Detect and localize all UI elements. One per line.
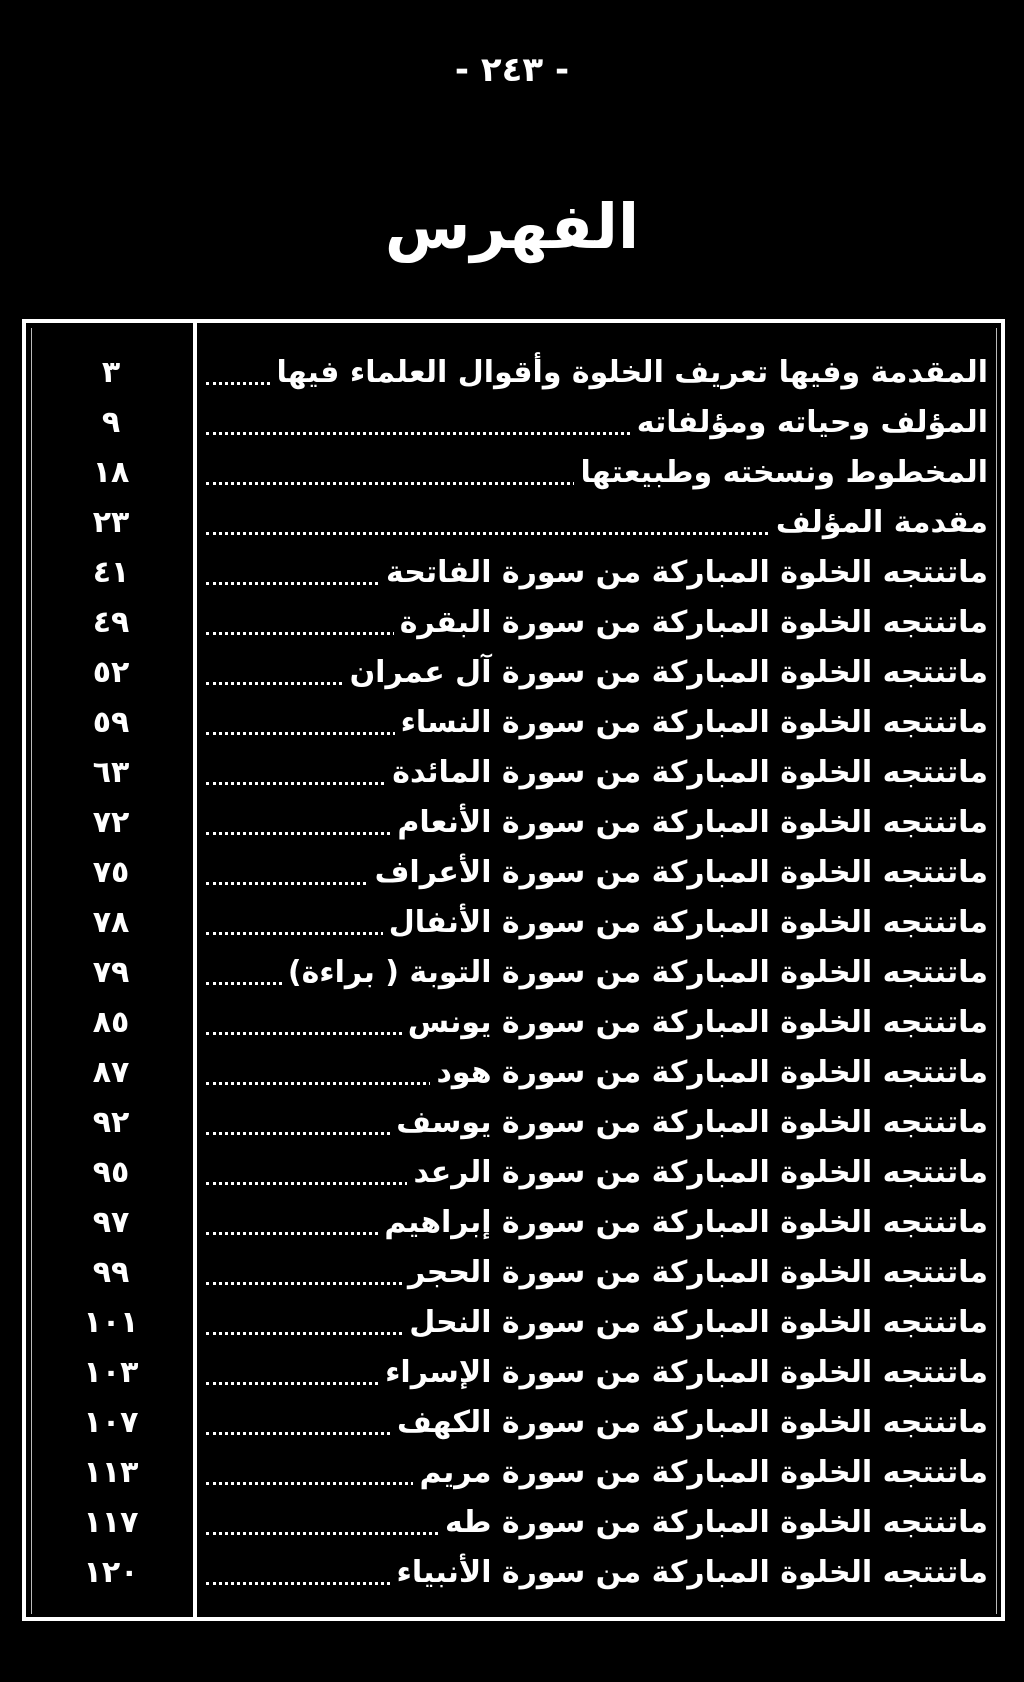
toc-row xyxy=(0,698,1024,748)
toc-row xyxy=(0,1048,1024,1098)
toc-entry-title: ماتنتجه الخلوة المباركة من سورة آل عمران xyxy=(344,648,988,698)
page-title: الفهرس xyxy=(384,190,640,263)
toc-row xyxy=(0,648,1024,698)
toc-entry-title: ماتنتجه الخلوة المباركة من سورة إبراهيم xyxy=(378,1198,988,1248)
toc-entry-title: ماتنتجه الخلوة المباركة من سورة يونس xyxy=(402,998,988,1048)
toc-row xyxy=(0,398,1024,448)
page-number: - ٢٤٣ - xyxy=(454,50,570,90)
toc-row xyxy=(0,848,1024,898)
toc-entry-page: ٩ xyxy=(101,405,121,440)
toc-entry-page: ٤١ xyxy=(92,555,130,590)
toc-entry-page: ٨٧ xyxy=(92,1055,130,1090)
toc-entry-page: ١٠٣ xyxy=(83,1355,139,1390)
toc-row xyxy=(0,1398,1024,1448)
toc-entry-title: ماتنتجه الخلوة المباركة من سورة طه xyxy=(439,1498,988,1548)
toc-row xyxy=(0,1148,1024,1198)
toc-entry-title: ماتنتجه الخلوة المباركة من سورة الأنبياء xyxy=(391,1548,989,1598)
toc-entry-title: ماتنتجه الخلوة المباركة من سورة يوسف xyxy=(390,1098,988,1148)
toc-row xyxy=(0,598,1024,648)
toc-row xyxy=(0,1448,1024,1498)
toc-row xyxy=(0,548,1024,598)
toc-entry-page: ٢٣ xyxy=(92,505,130,540)
toc-entry-title: ماتنتجه الخلوة المباركة من سورة الرعد xyxy=(407,1148,988,1198)
toc-entry-title: ماتنتجه الخلوة المباركة من سورة الفاتحة xyxy=(380,548,988,598)
toc-entry-page: ٦٣ xyxy=(92,755,130,790)
toc-entry-title: ماتنتجه الخلوة المباركة من سورة الأنفال xyxy=(383,898,988,948)
toc-row xyxy=(0,1548,1024,1598)
toc-entry-page: ٩٩ xyxy=(92,1255,130,1290)
toc-entry-page: ٩٢ xyxy=(92,1105,130,1140)
toc-entry-page: ١٢٠ xyxy=(83,1555,139,1590)
toc-entry-page: ٧٩ xyxy=(92,955,130,990)
toc-entry-page: ١٠١ xyxy=(83,1305,139,1340)
toc-entry-page: ٧٢ xyxy=(92,805,130,840)
toc-entry-page: ١٠٧ xyxy=(83,1405,139,1440)
toc-entry-title: ماتنتجه الخلوة المباركة من سورة التوبة ( براءة) xyxy=(282,948,988,998)
toc-entry-title: ماتنتجه الخلوة المباركة من سورة النحل xyxy=(403,1298,988,1348)
toc-entry-page: ٩٧ xyxy=(92,1205,130,1240)
toc-entry-title: ماتنتجه الخلوة المباركة من سورة البقرة xyxy=(394,598,988,648)
toc-entry-page: ٧٥ xyxy=(92,855,130,890)
toc-row xyxy=(0,748,1024,798)
toc-entry-title: ماتنتجه الخلوة المباركة من سورة المائدة xyxy=(386,748,988,798)
toc-entry-title: المؤلف وحياته ومؤلفاته xyxy=(631,398,988,448)
toc-entry-title: ماتنتجه الخلوة المباركة من سورة النساء xyxy=(395,698,988,748)
toc-entry-page: ١٨ xyxy=(92,455,130,490)
toc-entry-title: المخطوط ونسخته وطبيعتها xyxy=(574,448,988,498)
toc-entry-title: ماتنتجه الخلوة المباركة من سورة الأعراف xyxy=(369,848,988,898)
toc-entry-title: ماتنتجه الخلوة المباركة من سورة هود xyxy=(430,1048,988,1098)
toc-row xyxy=(0,1348,1024,1398)
toc-entry-title: مقدمة المؤلف xyxy=(770,498,988,548)
toc-row xyxy=(0,348,1024,398)
toc-entry-page: ١١٧ xyxy=(83,1505,139,1540)
toc-row xyxy=(0,948,1024,998)
toc-entry-title: ماتنتجه الخلوة المباركة من سورة مريم xyxy=(413,1448,988,1498)
toc-entry-page: ٥٢ xyxy=(92,655,130,690)
toc-entry-title: المقدمة وفيها تعريف الخلوة وأقوال العلماء فيها xyxy=(270,348,988,398)
toc-entry-page: ٨٥ xyxy=(92,1005,130,1040)
toc-entry-page: ٧٨ xyxy=(92,905,130,940)
toc-row xyxy=(0,1498,1024,1548)
toc-entry-title: ماتنتجه الخلوة المباركة من سورة الأنعام xyxy=(391,798,988,848)
toc-row xyxy=(0,898,1024,948)
toc-row xyxy=(0,1198,1024,1248)
toc-entry-page: ٥٩ xyxy=(92,705,130,740)
toc-entry-page: ٤٩ xyxy=(92,605,130,640)
toc-row xyxy=(0,798,1024,848)
toc-row xyxy=(0,1098,1024,1148)
toc-entry-page: ٩٥ xyxy=(92,1155,130,1190)
toc-entry-page: ٣ xyxy=(101,355,121,390)
toc-row xyxy=(0,1298,1024,1348)
toc-row xyxy=(0,998,1024,1048)
toc-entry-title: ماتنتجه الخلوة المباركة من سورة الكهف xyxy=(391,1398,988,1448)
toc-entry-title: ماتنتجه الخلوة المباركة من سورة الحجر xyxy=(402,1248,988,1298)
toc-entry-page: ١١٣ xyxy=(83,1455,139,1490)
toc-row xyxy=(0,498,1024,548)
toc-entry-title: ماتنتجه الخلوة المباركة من سورة الإسراء xyxy=(379,1348,988,1398)
toc-row xyxy=(0,1248,1024,1298)
toc-row xyxy=(0,448,1024,498)
